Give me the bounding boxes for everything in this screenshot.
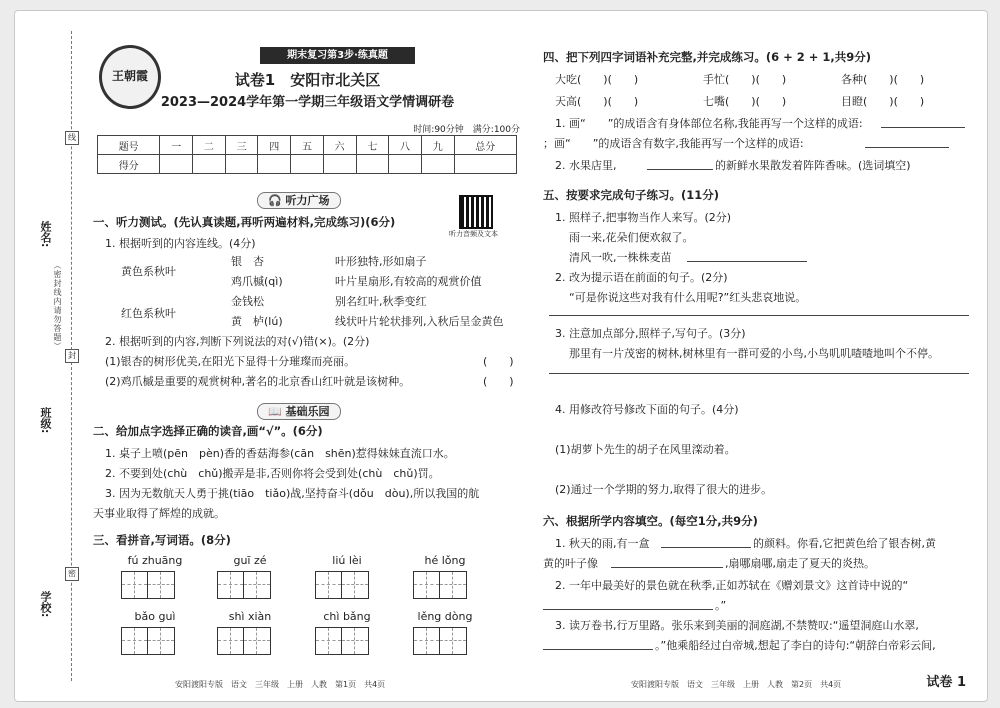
score-cell[interactable] <box>225 155 258 174</box>
q5-example: 清风一吹,一株株麦苗 <box>569 251 672 264</box>
q6-line: 的颜料。你看,它把黄色给了银杏树,黄 <box>753 537 936 550</box>
seal-mark-line: 线 <box>65 131 79 145</box>
q5-example: “可是你说这些对我有什么用呢?”红头悲哀地说。 <box>569 291 807 304</box>
pinyin-label: lěng dòng <box>417 610 473 623</box>
answer-line[interactable] <box>611 567 723 568</box>
score-header-cell: 六 <box>323 136 356 155</box>
q2-line: 1. 桌子上喷(pēn pèn)香的香菇海参(cān shēn)惹得妹妹直流口水。 <box>105 447 455 460</box>
pinyin-label: fú zhuāng <box>127 554 183 567</box>
exam-meta: 时间:90分钟 满分:100分 <box>413 125 520 135</box>
pinyin-label: shì xiàn <box>228 610 272 623</box>
answer-line[interactable] <box>865 147 949 148</box>
score-cell[interactable] <box>291 155 324 174</box>
answer-line[interactable] <box>661 547 751 548</box>
q4-part2: 2. 水果店里, <box>555 159 617 172</box>
page-tag: 试卷 1 <box>926 675 966 690</box>
score-header-cell: 三 <box>225 136 258 155</box>
answer-line[interactable] <box>881 127 965 128</box>
pinyin-label: liú lèi <box>332 554 362 567</box>
pinyin-label: chì bǎng <box>323 610 371 623</box>
answer-line[interactable] <box>549 315 969 316</box>
score-cell[interactable] <box>160 155 193 174</box>
right-page <box>535 11 980 701</box>
footer-right: 安阳渡阳专版 语文 三年级 上册 人教 第2页 共4页 <box>631 680 842 689</box>
answer-line[interactable] <box>543 609 713 610</box>
q4-title: 四、把下列四字词语补充完整,并完成练习。(6 + 2 + 1,共9分) <box>543 50 872 64</box>
char-grid[interactable] <box>121 627 175 655</box>
answer-paren[interactable]: ( ) <box>483 375 514 388</box>
listen-banner: 🎧 听力广场 <box>257 192 341 209</box>
seal-mark-seal: 封 <box>65 349 79 363</box>
q5-part3: 3. 注意加点部分,照样子,写句子。(3分) <box>555 327 746 340</box>
answer-paren[interactable]: ( ) <box>483 355 514 368</box>
idiom-blank[interactable]: 目瞪( )( ) <box>841 95 925 108</box>
score-cell[interactable] <box>258 155 291 174</box>
answer-line[interactable] <box>549 373 969 374</box>
pinyin-label: guī zé <box>233 554 267 567</box>
q2-line: 天事业取得了辉煌的成就。 <box>93 507 225 520</box>
q5-title: 五、按要求完成句子练习。(11分) <box>543 188 720 202</box>
score-row <box>98 155 517 174</box>
exam-sheet <box>14 10 988 702</box>
q5-example: 那里有一片茂密的树林,树林里有一群可爱的小鸟,小鸟叽叽喳喳地叫个不停。 <box>569 347 939 360</box>
q1-feature: 叶片星扇形,有较高的观赏价值 <box>335 275 482 288</box>
binding-strip <box>15 11 79 701</box>
q1-left1: 黄色系秋叶 <box>121 265 176 278</box>
q5-example: 雨一来,花朵们便欢叙了。 <box>569 231 694 244</box>
q5-part4: 4. 用修改符号修改下面的句子。(4分) <box>555 403 739 416</box>
left-page <box>85 11 530 701</box>
q5-part1: 1. 照样子,把事物当作人来写。(2分) <box>555 211 732 224</box>
q5-sentence: (2)通过一个学期的努力,取得了很大的进步。 <box>555 483 773 496</box>
q2-title: 二、给加点字选择正确的读音,画“√”。(6分) <box>93 424 323 438</box>
score-header-cell: 二 <box>193 136 226 155</box>
seal-note: （密封线内请勿答题） <box>53 261 62 351</box>
q1-tree: 金钱松 <box>231 295 264 308</box>
q6-line: 2. 一年中最美好的景色就在秋季,正如苏轼在《赠刘景文》这首诗中说的“ <box>555 579 909 592</box>
score-header-cell: 题号 <box>98 136 160 155</box>
q4-part1: 1. 画“ ”的成语含有身体部位名称,我能再写一个这样的成语: <box>555 117 863 130</box>
char-grid[interactable] <box>121 571 175 599</box>
q1-part2: 2. 根据听到的内容,判断下列说法的对(√)错(×)。(2分) <box>105 335 370 348</box>
q6-title: 六、根据所学内容填空。(每空1分,共9分) <box>543 514 758 528</box>
q6-line: 3. 读万卷书,行万里路。张乐来到美丽的洞庭湖,不禁赞叹:“遥望洞庭山水翠, <box>555 619 919 632</box>
score-table <box>97 135 517 174</box>
score-cell[interactable] <box>356 155 389 174</box>
score-header-row <box>98 136 517 155</box>
score-header-cell: 四 <box>258 136 291 155</box>
exam-subtitle: 2023—2024学年第一学期三年级语文学情调研卷 <box>160 95 455 110</box>
q1-feature: 叶形独特,形如扇子 <box>335 255 427 268</box>
q2-line: 3. 因为无数航天人勇于挑(tiāo tiǎo)战,坚持奋斗(dǒu dòu),所以我国的航 <box>105 487 480 500</box>
pinyin-label: hé lǒng <box>424 554 466 567</box>
q1-title: 一、听力测试。(先认真读题,再听两遍材料,完成练习)(6分) <box>93 215 396 229</box>
q6-line: 。” <box>715 599 727 612</box>
char-grid[interactable] <box>217 627 271 655</box>
answer-line[interactable] <box>647 169 713 170</box>
score-header-cell: 总分 <box>454 136 516 155</box>
score-header-cell: 一 <box>160 136 193 155</box>
char-grid[interactable] <box>217 571 271 599</box>
q6-line: 1. 秋天的雨,有一盒 <box>555 537 650 550</box>
score-header-cell: 五 <box>291 136 324 155</box>
q1-tree: 银 杏 <box>231 255 264 268</box>
score-header-cell: 八 <box>389 136 422 155</box>
q1-statement: (1)银杏的树形优美,在阳光下显得十分璀璨而亮丽。 <box>105 355 356 368</box>
score-header-cell: 九 <box>421 136 454 155</box>
basic-banner: 📖 基础乐园 <box>257 403 341 420</box>
footer-left: 安阳渡阳专版 语文 三年级 上册 人教 第1页 共4页 <box>175 680 386 689</box>
school-label: 学校: <box>39 591 52 618</box>
q4-part2b: 的新鲜水果散发着阵阵香味。(选词填空) <box>715 159 911 172</box>
q5-sentence: (1)胡萝卜先生的胡子在风里滦动着。 <box>555 443 736 456</box>
q1-left2: 红色系秋叶 <box>121 307 176 320</box>
q1-part1: 1. 根据听到的内容连线。(4分) <box>105 237 256 250</box>
score-header-cell: 七 <box>356 136 389 155</box>
brand-logo: 王朝霞 <box>99 45 161 109</box>
q6-line: 。”他乘船经过白帝城,想起了李白的诗句:“朝辞白帝彩云间, <box>655 639 936 652</box>
score-cell[interactable] <box>323 155 356 174</box>
char-grid[interactable] <box>315 627 369 655</box>
idiom-blank[interactable]: 七嘴( )( ) <box>703 95 787 108</box>
q1-tree: 黄 栌(lú) <box>231 315 283 328</box>
q2-line: 2. 不要到处(chù chǔ)搬弄是非,否则你将会受到处(chù chǔ)罚。 <box>105 467 440 480</box>
score-cell[interactable] <box>454 155 516 174</box>
score-cell[interactable] <box>389 155 422 174</box>
q1-statement: (2)鸡爪槭是重要的观赏树种,著名的北京香山红叶就是该树种。 <box>105 375 411 388</box>
char-grid[interactable] <box>413 627 467 655</box>
score-cell[interactable] <box>421 155 454 174</box>
q6-line: 黄的叶子像 <box>543 557 598 570</box>
class-label: 班级: <box>39 407 52 434</box>
idiom-blank[interactable]: 天高( )( ) <box>555 95 639 108</box>
char-grid[interactable] <box>413 571 467 599</box>
name-label: 姓名: <box>39 221 52 248</box>
pinyin-label: bǎo guì <box>134 610 176 623</box>
idiom-blank[interactable]: 各种( )( ) <box>841 73 925 86</box>
seal-mark-secret: 密 <box>65 567 79 581</box>
q6-line: ,扇哪扇哪,扇走了夏天的炎热。 <box>725 557 875 570</box>
idiom-blank[interactable]: 大吃( )( ) <box>555 73 639 86</box>
idiom-blank[interactable]: 手忙( )( ) <box>703 73 787 86</box>
q1-feature: 线状叶片轮状排列,入秋后呈金黄色 <box>335 315 504 328</box>
exam-title: 试卷1 安阳市北关区 <box>234 71 381 89</box>
score-label-cell: 得分 <box>98 155 160 174</box>
qr-code-icon[interactable] <box>459 195 493 229</box>
score-cell[interactable] <box>193 155 226 174</box>
char-grid[interactable] <box>315 571 369 599</box>
answer-line[interactable] <box>543 649 653 650</box>
q3-title: 三、看拼音,写词语。(8分) <box>93 533 231 547</box>
review-badge: 期末复习第3步·练真题 <box>260 47 415 64</box>
answer-line[interactable] <box>687 261 807 262</box>
q5-part2: 2. 改为提示语在前面的句子。(2分) <box>555 271 728 284</box>
q1-feature: 别名红叶,秋季变红 <box>335 295 427 308</box>
qr-caption: 听力音频及文本 <box>449 230 498 238</box>
q4-part1b: ；画“ ”的成语含有数字,我能再写一个这样的成语: <box>543 137 804 150</box>
q1-tree: 鸡爪槭(qì) <box>231 275 283 288</box>
